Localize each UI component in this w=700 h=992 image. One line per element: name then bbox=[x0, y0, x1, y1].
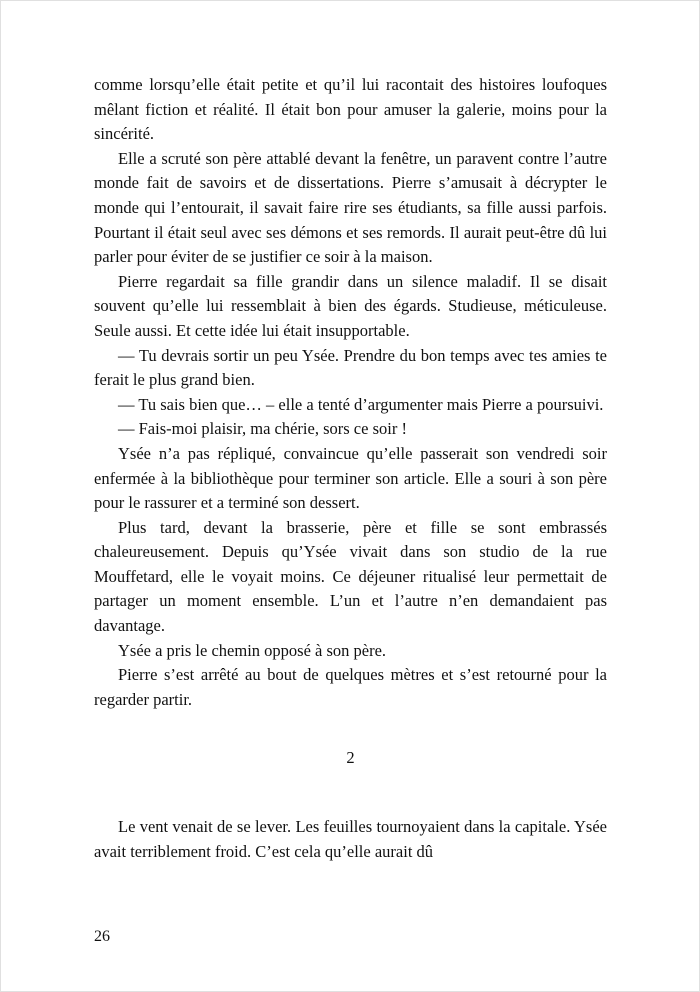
paragraph: comme lorsqu’elle était petite et qu’il lui racontait des histoires loufoques mêlant fiction et réalité. Il était bon pour amuser la galerie, moins pour la sincérité. bbox=[94, 75, 607, 144]
paragraph: Plus tard, devant la brasserie, père et fille se sont embrassés chaleureusement. Depuis qu’Ysée vivait dans son studio de la rue Mouffetard, elle le voyait moins. Ce déjeuner ritualisé leur permettait de partager un moment ensemble. L’un et l’autre n’en demandaient pas davantage. bbox=[94, 517, 607, 636]
chapter-heading: 2 bbox=[346, 748, 355, 768]
paragraph: Pierre s’est arrêté au bout de quelques mètres et s’est retourné pour la regarder partir. bbox=[94, 665, 607, 709]
paragraph: Elle a scruté son père attablé devant la fenêtre, un paravent contre l’autre monde fait de savoirs et de dissertations. Pierre s’amusait à décrypter le monde qui l’entourait, il savait faire rire ses étudiants, sa fille aussi parfois. Pourtant il était seul avec ses démons et ses remords. Il aurait peut-être dû lui parler pour éviter de se justifier ce soir à la maison. bbox=[94, 148, 607, 267]
dialogue-paragraph: — Tu sais bien que… – elle a tenté d’argumenter mais Pierre a poursuivi. bbox=[118, 394, 604, 414]
paragraph: Le vent venait de se lever. Les feuilles tournoyaient dans la capitale. Ysée avait terriblement froid. C’est cela qu’elle aurait dû bbox=[94, 817, 607, 861]
dialogue-paragraph: — Fais-moi plaisir, ma chérie, sors ce soir ! bbox=[118, 419, 407, 439]
page-number: 26 bbox=[94, 928, 110, 945]
dialogue-paragraph: — Tu devrais sortir un peu Ysée. Prendre du bon temps avec tes amies te ferait le plus grand bien. bbox=[94, 345, 607, 390]
page-text-block bbox=[94, 73, 607, 864]
paragraph: Ysée a pris le chemin opposé à son père. bbox=[118, 640, 387, 660]
paragraph: Pierre regardait sa fille grandir dans un silence maladif. Il se disait souvent qu’elle lui ressemblait à bien des égards. Studieuse, méticuleuse. Seule aussi. Et cette idée lui était insupportable. bbox=[94, 271, 607, 340]
paragraph: Ysée n’a pas répliqué, convaincue qu’elle passerait son vendredi soir enfermée à la bibliothèque pour terminer son article. Elle a souri à son père pour le rassurer et a terminé son dessert. bbox=[94, 443, 607, 513]
